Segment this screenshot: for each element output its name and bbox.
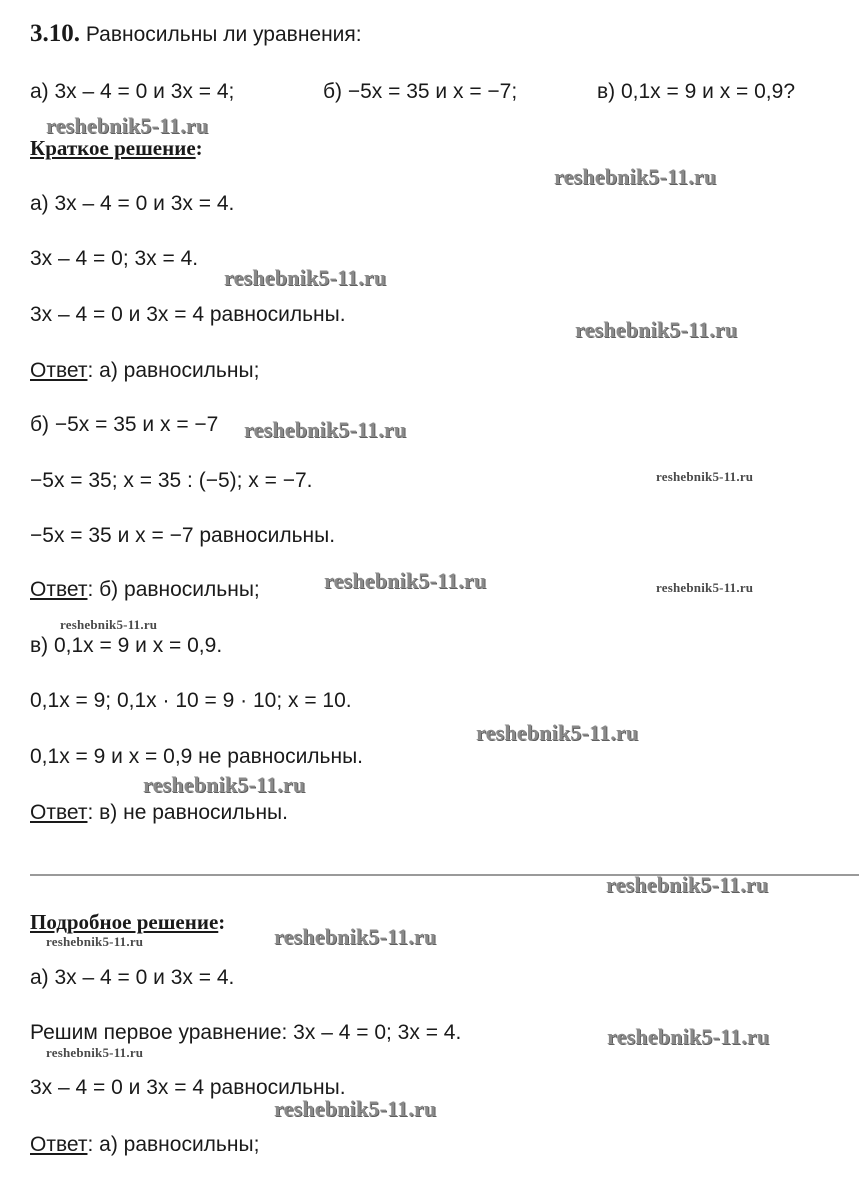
- problem-part-b: б) −5x = 35 и x = −7;: [323, 80, 518, 103]
- watermark: reshebnik5-11.ru: [143, 772, 306, 797]
- watermark: reshebnik5-11.ru: [46, 1045, 144, 1060]
- watermark: reshebnik5-11.ru: [60, 617, 158, 632]
- answer-label: Ответ: [30, 359, 88, 382]
- short-b-answer: [30, 578, 260, 602]
- detailed-heading-colon: :: [218, 910, 226, 934]
- watermark: reshebnik5-11.ru: [224, 265, 387, 290]
- short-c-answer: [30, 801, 288, 825]
- short-b-work: −5x = 35; x = 35 : (−5); x = −7.: [30, 469, 313, 492]
- answer-text: : а) равносильны;: [87, 359, 260, 382]
- watermark: reshebnik5-11.ru: [607, 1024, 770, 1049]
- detailed-a-work: Решим первое уравнение: 3x – 4 = 0; 3x = 4.: [30, 1021, 462, 1044]
- answer-text: : в) не равносильны.: [87, 801, 288, 824]
- watermark: reshebnik5-11.ru: [46, 934, 144, 949]
- short-c-statement: в) 0,1x = 9 и x = 0,9.: [30, 634, 223, 657]
- short-b-statement: б) −5x = 35 и x = −7: [30, 413, 219, 436]
- detailed-heading-text: Подробное решение: [30, 910, 219, 934]
- problem-title: [30, 22, 362, 47]
- short-c-work: 0,1x = 9; 0,1x · 10 = 9 · 10; x = 10.: [30, 689, 352, 712]
- watermark: reshebnik5-11.ru: [274, 1096, 437, 1121]
- short-heading-text: Краткое решение: [30, 136, 196, 160]
- watermark: reshebnik5-11.ru: [46, 113, 209, 138]
- watermark: reshebnik5-11.ru: [324, 568, 487, 593]
- watermark: reshebnik5-11.ru: [656, 580, 754, 595]
- short-c-conclusion: 0,1x = 9 и x = 0,9 не равносильны.: [30, 745, 364, 768]
- watermark: reshebnik5-11.ru: [606, 872, 769, 897]
- detailed-solution-heading: [30, 910, 225, 935]
- detailed-a-conclusion: 3x – 4 = 0 и 3x = 4 равносильны.: [30, 1076, 346, 1099]
- short-a-work: 3x – 4 = 0; 3x = 4.: [30, 247, 199, 270]
- watermark: reshebnik5-11.ru: [244, 417, 407, 442]
- detailed-a-statement: а) 3x – 4 = 0 и 3x = 4.: [30, 966, 235, 989]
- answer-text: : б) равносильны;: [87, 578, 260, 601]
- answer-label: Ответ: [30, 1133, 88, 1156]
- watermark: reshebnik5-11.ru: [476, 720, 639, 745]
- short-solution-heading: [30, 136, 203, 161]
- watermark: reshebnik5-11.ru: [656, 469, 754, 484]
- watermark: reshebnik5-11.ru: [274, 924, 437, 949]
- short-a-answer: [30, 359, 259, 383]
- answer-label: Ответ: [30, 801, 88, 824]
- detailed-a-answer: [30, 1133, 259, 1157]
- problem-question: Равносильны ли уравнения:: [85, 23, 362, 46]
- answer-text: : а) равносильны;: [87, 1133, 260, 1156]
- problem-number: 3.10.: [30, 20, 80, 47]
- problem-part-a: а) 3x – 4 = 0 и 3x = 4;: [30, 80, 235, 103]
- short-heading-colon: :: [195, 136, 203, 160]
- short-b-conclusion: −5x = 35 и x = −7 равносильны.: [30, 524, 336, 547]
- short-a-conclusion: 3x – 4 = 0 и 3x = 4 равносильны.: [30, 303, 346, 326]
- problem-part-c: в) 0,1x = 9 и x = 0,9?: [597, 80, 795, 103]
- watermark: reshebnik5-11.ru: [554, 164, 717, 189]
- answer-label: Ответ: [30, 578, 88, 601]
- short-a-statement: а) 3x – 4 = 0 и 3x = 4.: [30, 192, 235, 215]
- watermark: reshebnik5-11.ru: [575, 317, 738, 342]
